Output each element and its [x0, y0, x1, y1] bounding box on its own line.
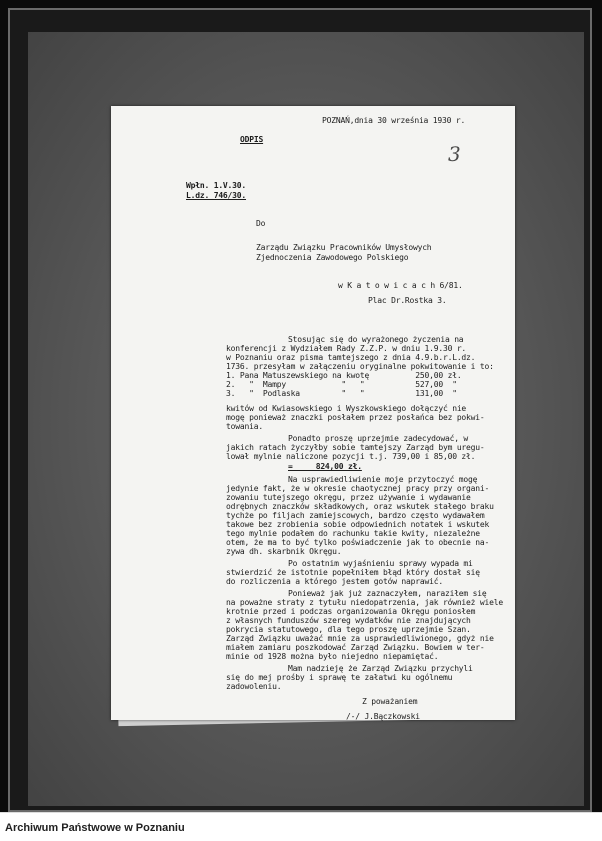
body-line: takowe bez zrobienia sobie odpowiednich notatek i wskutek: [226, 520, 490, 529]
archive-footer: [0, 812, 602, 841]
payment-item-1: 1. Pana Matuszewskiego na kwotę 250,00 zł.: [226, 371, 462, 380]
body-line: 1736. przesyłam w załączeniu oryginalne pokwitowanie i to:: [226, 362, 494, 371]
body-line: kwitów od Kwiasowskiego i Wyszkowskiego dołączyć nie: [226, 404, 467, 413]
body-line: odrębnych znaczków składkowych, oraz wskutek stałego braku: [226, 502, 494, 511]
body-line: krotnie przed i podczas organizowania Okręgu poniosłem: [226, 607, 476, 616]
body-line: tychże po filjach zamiejscowych, bardzo często wydawałem: [226, 511, 485, 520]
body-line: Na usprawiedliwienie moje przytoczyć mogę: [288, 475, 478, 484]
addressee-line-1: Zarządu Związku Pracowników Umysłowych: [256, 243, 432, 252]
body-line: na poważne straty z tytułu niedopatrzenia, jak również wiele: [226, 598, 503, 607]
body-line: Po ostatnim wyjaśnieniu sprawy wypada mi: [288, 559, 473, 568]
body-line: pokrycia statutowego, dla tego proszę uprzejmie Szan.: [226, 625, 471, 634]
addressee-city: w K a t o w i c a c h 6/81.: [338, 281, 463, 290]
body-line: z własnych funduszów szereg wydatków nie znajdujących: [226, 616, 471, 625]
reference-number: L.dz. 746/30.: [186, 191, 247, 200]
closing-phrase: Z poważaniem: [362, 697, 418, 706]
body-line: Stosując się do wyrażonego życzenia na: [288, 335, 464, 344]
body-line: konferencji z Wydziałem Rady Z.Z.P. w dniu 1.9.30 r.: [226, 344, 467, 353]
payment-item-2: 2. " Mampy " " 527,00 ": [226, 380, 457, 389]
body-line: jakich ratach życzyłby sobie tamtejszy Zarząd bym uregu-: [226, 443, 485, 452]
body-line: stwierdzić że istotnie popełniłem błąd który dostał się: [226, 568, 480, 577]
body-line: zadowoleniu.: [226, 682, 282, 691]
addressee-line-2: Zjednoczenia Zawodowego Polskiego: [256, 253, 409, 262]
odpis-label: ODPIS: [240, 135, 264, 144]
body-line: otem, że ma to być tylko poświadczenie jak to obecnie na-: [226, 538, 490, 547]
body-line: się do mej prośby i sprawę te załatwi ku ogólnemu: [226, 673, 453, 682]
body-line: mogę ponieważ znaczki posłałem przez posłańca bez pokwi-: [226, 413, 485, 422]
body-line: Ponadto proszę uprzejmie zadecydować, w: [288, 434, 469, 443]
body-line: w Poznaniu oraz pisma tamtejszego z dnia 4.9.b.r.L.dz.: [226, 353, 476, 362]
archive-name: Archiwum Państwowe w Poznaniu: [5, 822, 185, 834]
body-line: zywa dh. skarbnik Okręgu.: [226, 547, 342, 556]
to-label: Do: [256, 219, 266, 228]
body-line: jedynie fakt, że w okresie chaotycznej pracy przy organi-: [226, 484, 490, 493]
body-line: Zarząd Związku uważać mnie za usprawiedliwionego, gdyż nie: [226, 634, 494, 643]
body-line: towania.: [226, 422, 263, 431]
body-line: miałem zamiaru poszkodować Zarząd Związku. Bowiem w ter-: [226, 643, 485, 652]
body-line: tego mylnie podałem do rachunku takie kwity, niezależne: [226, 529, 480, 538]
body-line: minie od 1928 można było niejedno niepamiętać.: [226, 652, 439, 661]
body-line: do rozliczenia a którego jestem gotów naprawić.: [226, 577, 443, 586]
body-line: lował mylnie naliczone pozycji t.j. 739,00 i 85,00 zł.: [226, 452, 476, 461]
signature: /-/ J.Bączkowski: [346, 712, 420, 721]
addressee-street: Plac Dr.Rostka 3.: [368, 296, 447, 305]
body-line: Ponieważ jak już zaznaczyłem, naraziłem się: [288, 589, 487, 598]
body-line: Mam nadzieję że Zarząd Związku przychyli: [288, 664, 473, 673]
body-line: zowaniu tutejszego okręgu, przez używanie i wydawanie: [226, 493, 471, 502]
total-amount: = 824,00 zł.: [288, 462, 362, 471]
header-place-date: POZNAŃ,dnia 30 września 1930 r.: [322, 116, 466, 125]
received-date: Wpłn. 1.V.30.: [186, 181, 247, 190]
payment-item-3: 3. " Podlaska " " 131,00 ": [226, 389, 457, 398]
handwritten-page-number: 3: [448, 142, 461, 166]
